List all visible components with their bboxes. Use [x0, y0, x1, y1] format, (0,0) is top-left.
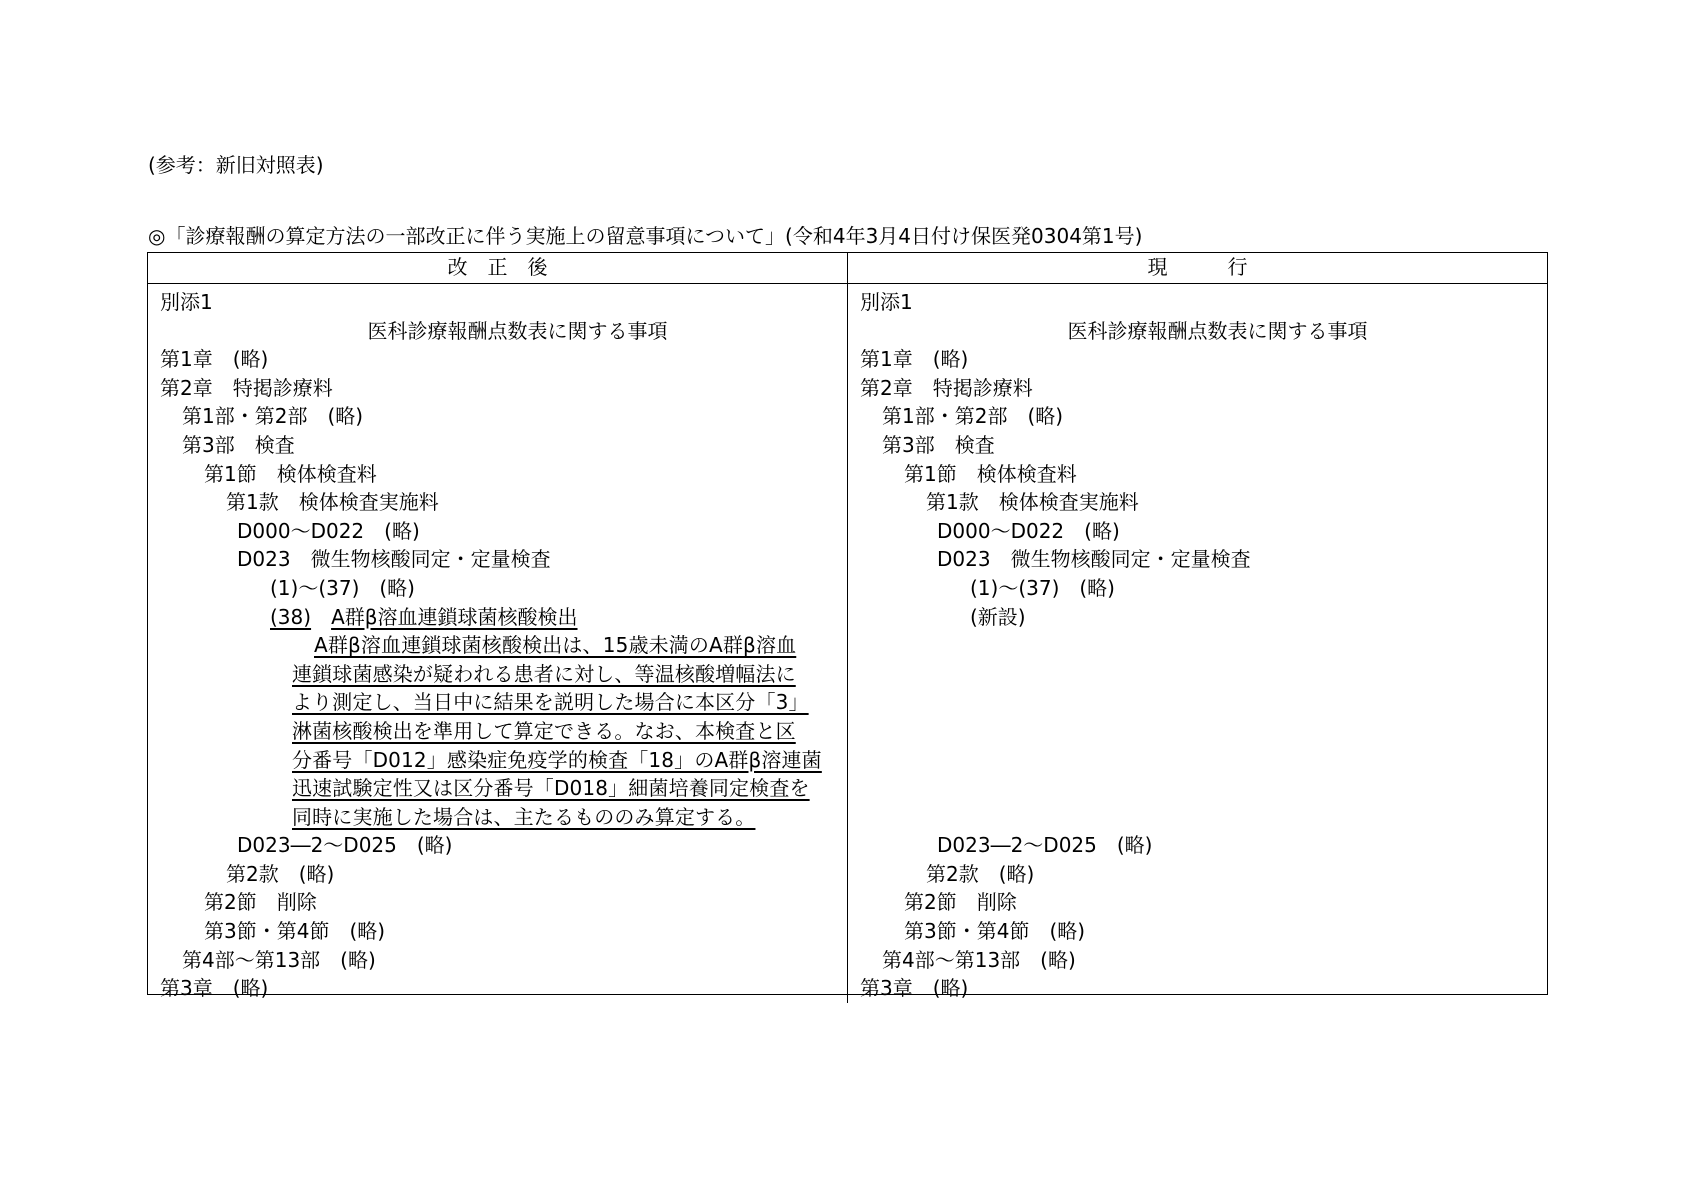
item-d000: D000～D022 (略) [237, 518, 420, 543]
chapter-2: 第2章 特掲診療料 [160, 375, 333, 400]
part-4-13: 第4部～第13部 (略) [882, 947, 1076, 972]
section-1: 第1節 検体検査料 [204, 461, 377, 486]
comparison-table [147, 252, 1548, 1001]
table-header-row [148, 253, 1547, 284]
item-d023: D023 微生物核酸同定・定量検査 [237, 547, 551, 572]
article-2: 第2款 (略) [926, 861, 1035, 886]
chapter-1: 第1章 (略) [860, 347, 969, 372]
item-38-line: 同時に実施した場合は、主たるもののみ算定する。 [292, 804, 756, 829]
current-column [847, 284, 1547, 1003]
article-2: 第2款 (略) [226, 861, 335, 886]
section-1: 第1節 検体検査料 [904, 461, 1077, 486]
section-3-4: 第3節・第4節 (略) [904, 919, 1086, 944]
part-1-2: 第1部・第2部 (略) [182, 404, 364, 429]
header-current: 現 行 [847, 253, 1547, 283]
new-item-note: (新設) [970, 604, 1026, 629]
items-1-37: (1)～(37) (略) [270, 575, 415, 600]
item-38-line: 連鎖球菌感染が疑われる患者に対し、等温核酸増幅法に [292, 661, 796, 686]
item-d023: D023 微生物核酸同定・定量検査 [937, 547, 1251, 572]
chapter-3: 第3章 (略) [160, 976, 269, 1001]
chapter-2: 第2章 特掲診療料 [860, 375, 1033, 400]
annex-label: 別添1 [160, 290, 213, 314]
section-title: 医科診療報酬点数表に関する事項 [1067, 318, 1368, 343]
item-38-line: A群β溶血連鎖球菌核酸検出は、15歳未満のA群β溶血 [314, 633, 797, 658]
part-4-13: 第4部～第13部 (略) [182, 947, 376, 972]
item-38-line: 淋菌核酸検出を準用して算定できる。なお、本検査と区 [292, 718, 796, 743]
item-38-line: 分番号「D012」感染症免疫学的検査「18」のA群β溶連菌 [292, 747, 822, 772]
revised-column [148, 284, 847, 1003]
part-3: 第3部 検査 [182, 432, 295, 457]
part-1-2: 第1部・第2部 (略) [882, 404, 1064, 429]
section-3-4: 第3節・第4節 (略) [204, 919, 386, 944]
item-38-line: 迅速試験定性又は区分番号「D018」細菌培養同定検査を [292, 776, 810, 801]
document-heading: ◎「診療報酬の算定方法の一部改正に伴う実施上の留意事項について」(令和4年3月4日付け保医発0304第1号) [148, 224, 1143, 248]
item-38-heading [148, 603, 847, 632]
item-d023-2: D023―2～D025 (略) [237, 833, 453, 858]
header-revised: 改 正 後 [447, 255, 548, 279]
item-38-line: より測定し、当日中に結果を説明した場合に本区分「3」 [292, 690, 809, 715]
item-38-title: A群β溶血連鎖球菌核酸検出 [331, 604, 578, 629]
items-1-37: (1)～(37) (略) [970, 575, 1115, 600]
item-38-number: (38) [270, 604, 312, 629]
table-body-row [148, 284, 1547, 1003]
item-38-body [148, 631, 847, 831]
article-1: 第1款 検体検査実施料 [226, 490, 439, 515]
section-2: 第2節 削除 [904, 890, 1017, 915]
section-2: 第2節 削除 [204, 890, 317, 915]
annex-label: 別添1 [860, 290, 913, 314]
article-1: 第1款 検体検査実施料 [926, 490, 1139, 515]
section-title: 医科診療報酬点数表に関する事項 [367, 318, 668, 343]
item-d023-2: D023―2～D025 (略) [937, 833, 1153, 858]
chapter-3: 第3章 (略) [860, 976, 969, 1001]
chapter-1: 第1章 (略) [160, 347, 269, 372]
part-3: 第3部 検査 [882, 432, 995, 457]
item-d000: D000～D022 (略) [937, 518, 1120, 543]
reference-label: (参考：新旧対照表) [148, 153, 324, 177]
